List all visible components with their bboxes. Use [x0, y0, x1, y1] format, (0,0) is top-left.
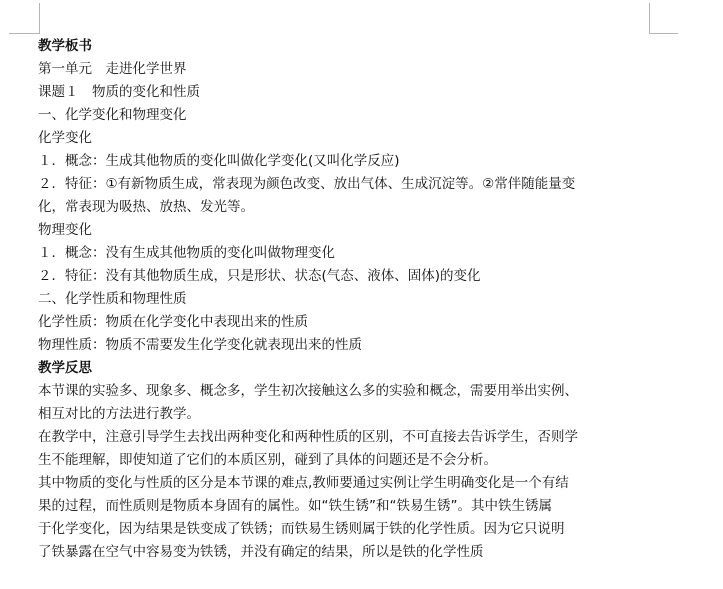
- margin-corner-mark-top-right: [649, 3, 678, 34]
- section-heading-1: 一、化学变化和物理变化: [38, 107, 187, 123]
- reflection-paragraph-2-line-2: 生不能理解，即使知道了它们的本质区别，碰到了具体的问题还是不会分析。: [38, 452, 497, 468]
- physical-change-title: 物理变化: [38, 222, 92, 238]
- reflection-paragraph-2-line-1: 在教学中，注意引导学生去找出两种变化和两种性质的区别，不可直接去告诉学生，否则学: [38, 429, 578, 445]
- physical-property-definition: 物理性质：物质不需要发生化学变化就表现出来的性质: [38, 337, 362, 353]
- lesson-title: 课题１ 物质的变化和性质: [38, 84, 200, 100]
- physical-change-feature: ２．特征：没有其他物质生成，只是形状、状态(气态、液体、固体)的变化: [38, 268, 481, 284]
- chemical-change-concept: １．概念：生成其他物质的变化叫做化学变化(又叫化学反应): [38, 153, 400, 169]
- section-heading-2: 二、化学性质和物理性质: [38, 291, 187, 307]
- chemical-change-feature-line-2: 化，常表现为吸热、放热、发光等。: [38, 199, 254, 215]
- heading-teaching-board: 教学板书: [38, 38, 92, 54]
- margin-corner-mark-top-left: [9, 3, 40, 34]
- chemical-property-definition: 化学性质：物质在化学变化中表现出来的性质: [38, 314, 308, 330]
- reflection-paragraph-3-line-3: 于化学变化，因为结果是铁变成了铁锈；而铁易生锈则属于铁的化学性质。因为它只说明: [38, 521, 565, 537]
- reflection-paragraph-1-line-2: 相互对比的方法进行教学。: [38, 406, 200, 422]
- unit-title: 第一单元 走进化学世界: [38, 61, 187, 77]
- reflection-paragraph-1-line-1: 本节课的实验多、现象多、概念多，学生初次接触这么多的实验和概念，需要用举出实例、: [38, 383, 578, 399]
- reflection-paragraph-3-line-2: 果的过程，而性质则是物质本身固有的属性。如“铁生锈”和“铁易生锈”。其中铁生锈属: [38, 498, 552, 514]
- chemical-change-feature-line-1: ２．特征：①有新物质生成，常表现为颜色改变、放出气体、生成沉淀等。②常伴随能量变: [38, 176, 576, 192]
- chemical-change-title: 化学变化: [38, 130, 92, 146]
- reflection-paragraph-3-line-1: 其中物质的变化与性质的区分是本节课的难点,教师要通过实例让学生明确变化是一个有结: [38, 475, 569, 491]
- reflection-paragraph-3-line-4: 了铁暴露在空气中容易变为铁锈，并没有确定的结果，所以是铁的化学性质: [38, 544, 484, 560]
- document-body[interactable]: [38, 35, 684, 564]
- heading-teaching-reflection: 教学反思: [38, 360, 92, 376]
- physical-change-concept: １．概念：没有生成其他物质的变化叫做物理变化: [38, 245, 335, 261]
